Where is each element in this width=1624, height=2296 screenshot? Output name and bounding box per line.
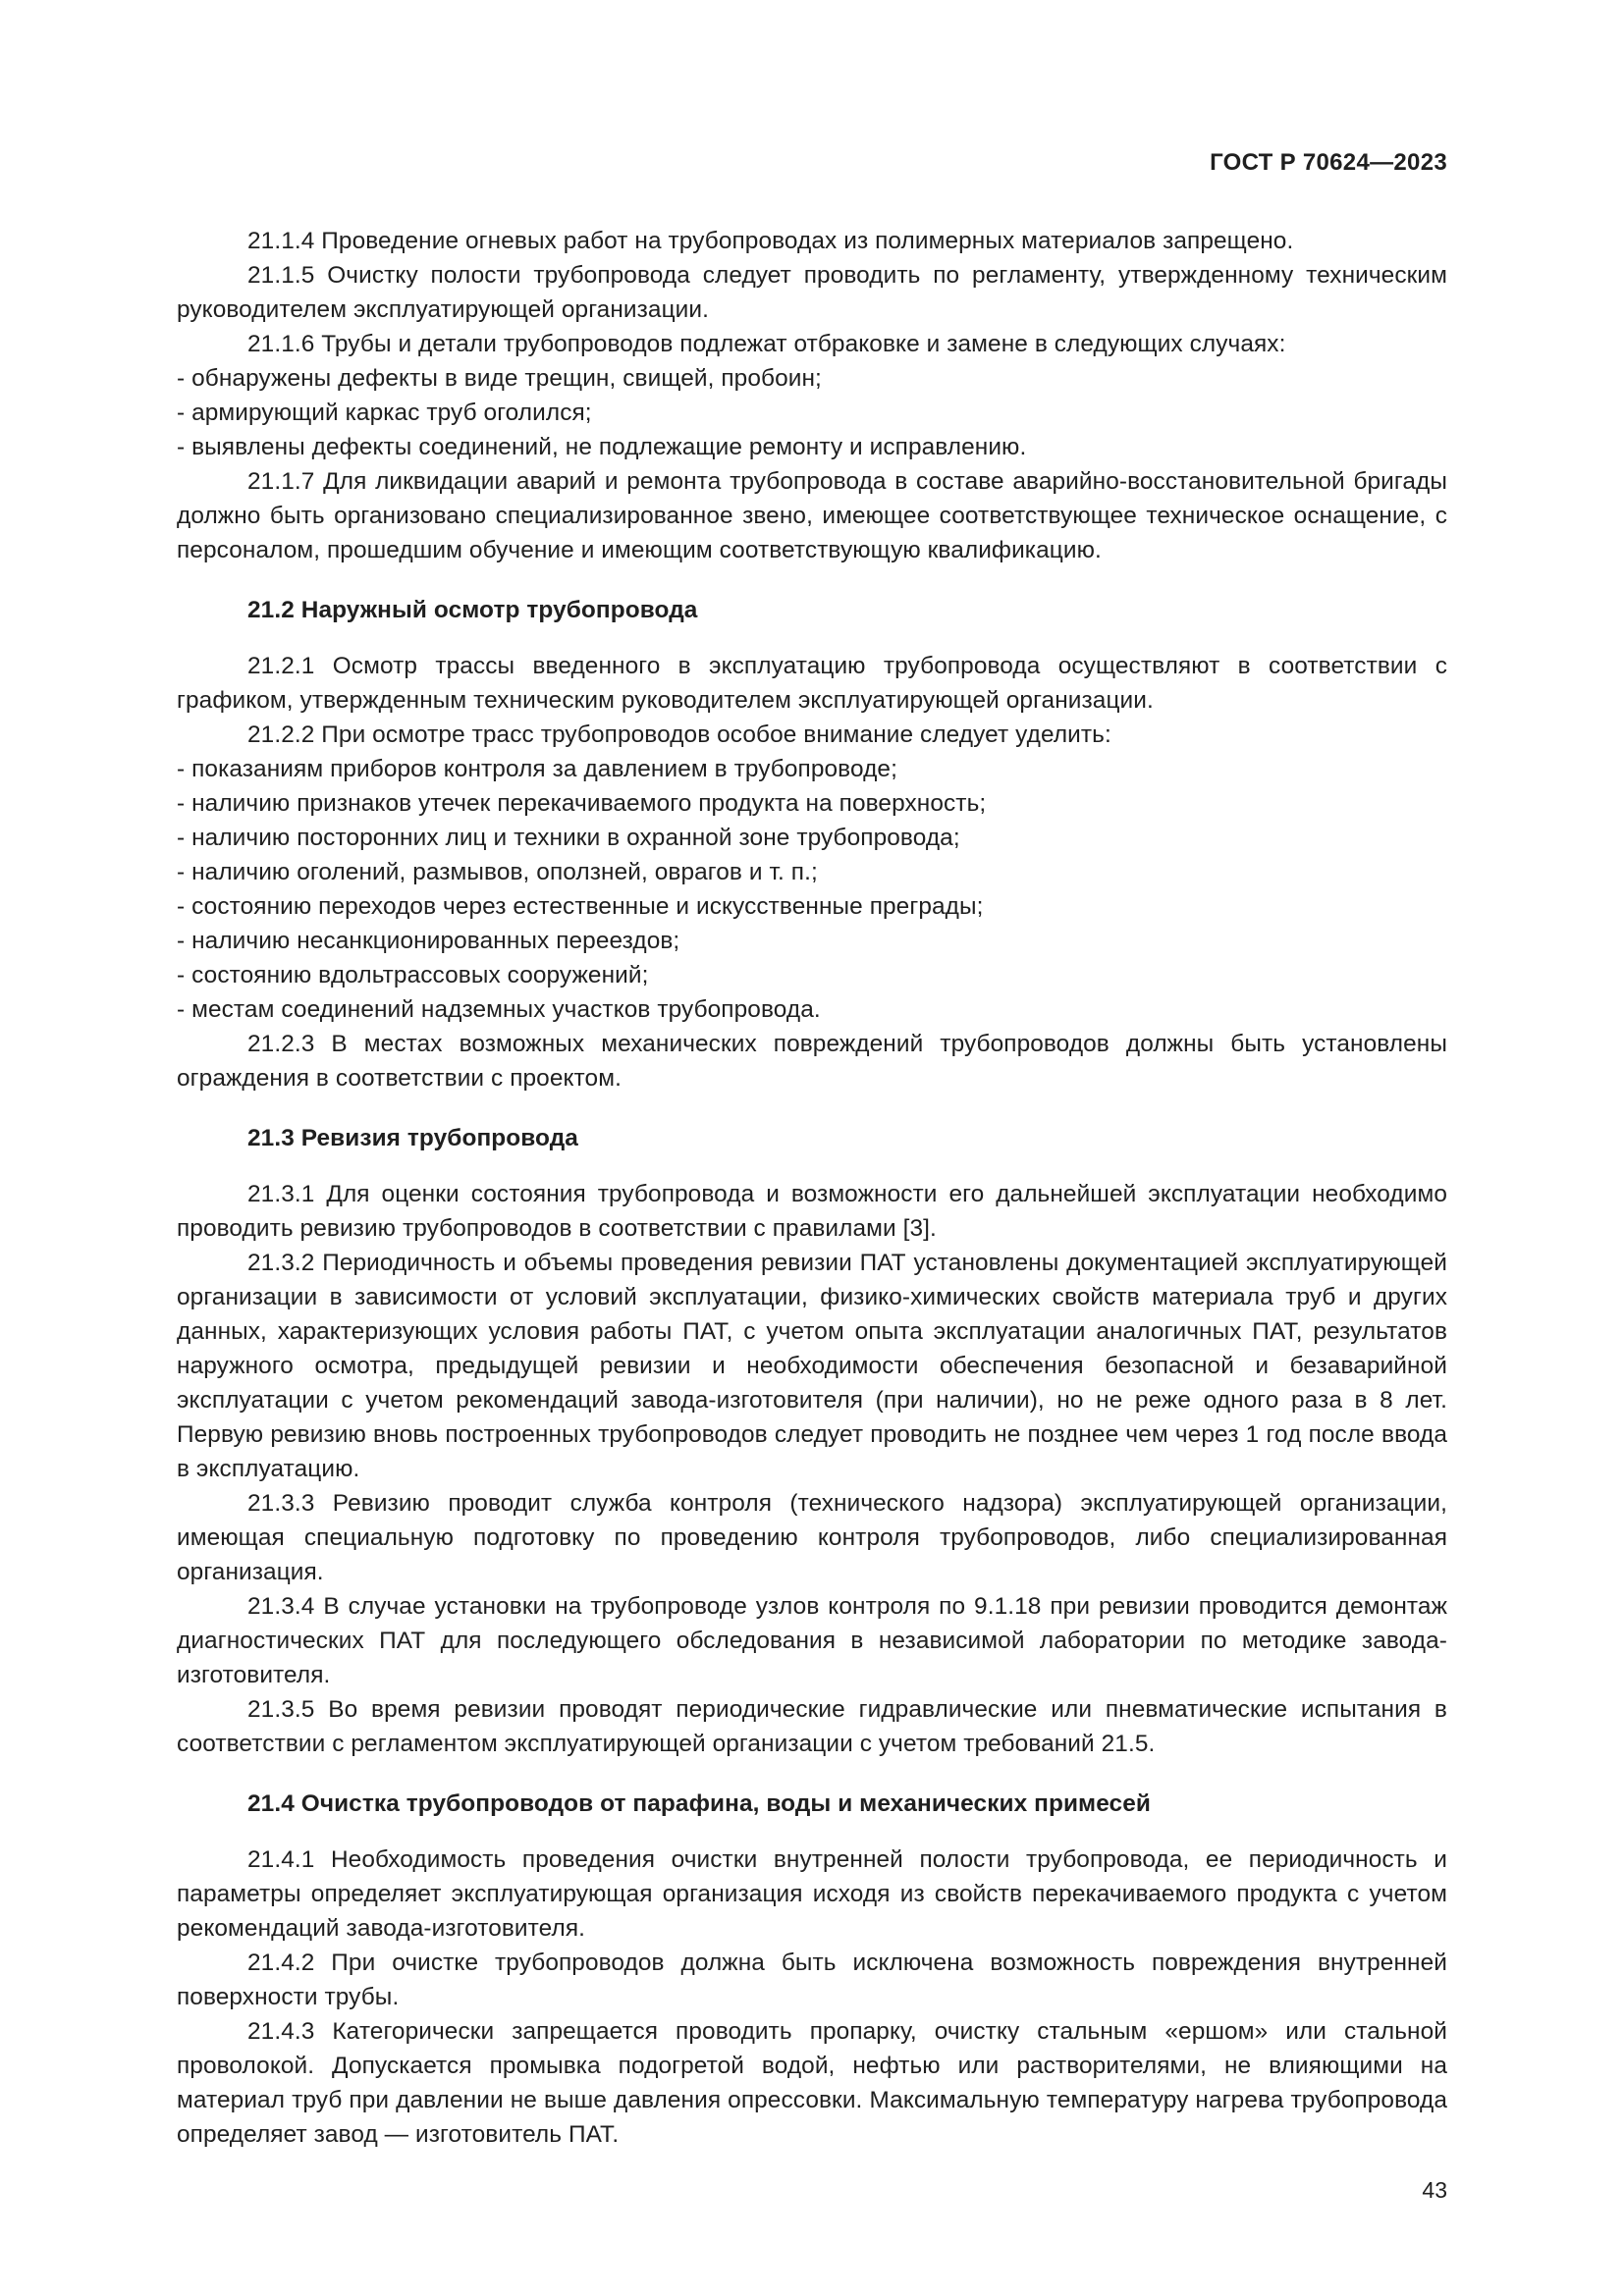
paragraph-21-3-5: 21.3.5 Во время ревизии проводят периодические гидравлические или пневматические испытания в соответствии с регламентом эксплуатирующей организации с учетом требований 21.5.	[177, 1696, 1447, 1757]
paragraph-21-4-3: 21.4.3 Категорически запрещается проводить пропарку, очистку стальным «ершом» или стальной проволокой. Допускается промывка подогретой водой, нефтью или растворителями, не влияющими на материал труб при давлении не выше давления опрессовки. Максимальную температуру нагрева трубопровода определяет завод — изготовитель ПАТ.	[177, 2018, 1447, 2148]
page-number: 43	[1422, 2177, 1447, 2203]
paragraph-21-1-4: 21.1.4 Проведение огневых работ на трубопроводах из полимерных материалов запрещено.	[247, 228, 1294, 254]
list-item: - состоянию переходов через естественные и искусственные преграды;	[177, 893, 984, 920]
paragraph-21-2-1: 21.2.1 Осмотр трассы введенного в эксплуатацию трубопровода осуществляют в соответствии с графиком, утвержденным техническим руководителем эксплуатирующей организации.	[177, 653, 1447, 714]
list-item: - показаниям приборов контроля за давлением в трубопроводе;	[177, 756, 897, 782]
list-item: - выявлены дефекты соединений, не подлежащие ремонту и исправлению.	[177, 434, 1027, 460]
document-body	[177, 224, 1447, 2152]
list-item: - наличию несанкционированных переездов;	[177, 928, 680, 954]
list-item: - наличию признаков утечек перекачиваемого продукта на поверхность;	[177, 790, 987, 817]
list-item: - обнаружены дефекты в виде трещин, свищей, пробоин;	[177, 365, 822, 392]
list-item: - местам соединений надземных участков трубопровода.	[177, 996, 821, 1023]
paragraph-21-1-7: 21.1.7 Для ликвидации аварий и ремонта трубопровода в составе аварийно-восстановительной бригады должно быть организовано специализированное звено, имеющее соответствующее техническое оснащение, с персоналом, прошедшим обучение и имеющим соответствующую квалификацию.	[177, 468, 1447, 563]
list-item: - наличию оголений, размывов, оползней, оврагов и т. п.;	[177, 859, 818, 885]
paragraph-21-3-4: 21.3.4 В случае установки на трубопроводе узлов контроля по 9.1.18 при ревизии проводится демонтаж диагностических ПАТ для последующего обследования в независимой лаборатории по методике завода-изготовителя.	[177, 1593, 1447, 1688]
paragraph-21-2-2: 21.2.2 При осмотре трасс трубопроводов особое внимание следует уделить:	[247, 721, 1111, 748]
list-item: - армирующий каркас труб оголился;	[177, 400, 592, 426]
list-item: - наличию посторонних лиц и техники в охранной зоне трубопровода;	[177, 825, 960, 851]
paragraph-21-1-5: 21.1.5 Очистку полости трубопровода следует проводить по регламенту, утвержденному техническим руководителем эксплуатирующей организации.	[177, 262, 1447, 323]
section-title-21-2: 21.2 Наружный осмотр трубопровода	[247, 597, 698, 623]
paragraph-21-1-6: 21.1.6 Трубы и детали трубопроводов подлежат отбраковке и замене в следующих случаях:	[247, 331, 1286, 357]
paragraph-21-2-3: 21.2.3 В местах возможных механических повреждений трубопроводов должны быть установлены ограждения в соответствии с проектом.	[177, 1031, 1447, 1092]
paragraph-21-3-1: 21.3.1 Для оценки состояния трубопровода и возможности его дальнейшей эксплуатации необходимо проводить ревизию трубопроводов в соответствии с правилами [3].	[177, 1181, 1447, 1242]
paragraph-21-4-2: 21.4.2 При очистке трубопроводов должна быть исключена возможность повреждения внутренней поверхности трубы.	[177, 1949, 1447, 2010]
paragraph-21-4-1: 21.4.1 Необходимость проведения очистки внутренней полости трубопровода, ее периодичность и параметры определяет эксплуатирующая организация исходя из свойств перекачиваемого продукта с учетом рекомендаций завода-изготовителя.	[177, 1846, 1447, 1942]
paragraph-21-3-2: 21.3.2 Периодичность и объемы проведения ревизии ПАТ установлены документацией эксплуатирующей организации в зависимости от условий эксплуатации, физико-химических свойств материала труб и других данных, характеризующих условия работы ПАТ, с учетом опыта эксплуатации аналогичных ПАТ, результатов наружного осмотра, предыдущей ревизии и необходимости обеспечения безопасной и безаварийной эксплуатации с учетом рекомендаций завода-изготовителя (при наличии), но не реже одного раза в 8 лет. Первую ревизию вновь построенных трубопроводов следует проводить не позднее чем через 1 год после ввода в эксплуатацию.	[177, 1250, 1447, 1482]
section-title-21-3: 21.3 Ревизия трубопровода	[247, 1125, 578, 1151]
paragraph-21-3-3: 21.3.3 Ревизию проводит служба контроля (технического надзора) эксплуатирующей организации, имеющая специальную подготовку по проведению контроля трубопроводов, либо специализированная организация.	[177, 1490, 1447, 1585]
document-header: ГОСТ Р 70624—2023	[1210, 149, 1447, 176]
section-title-21-4: 21.4 Очистка трубопроводов от парафина, воды и механических примесей	[247, 1790, 1151, 1817]
list-item: - состоянию вдольтрассовых сооружений;	[177, 962, 649, 988]
